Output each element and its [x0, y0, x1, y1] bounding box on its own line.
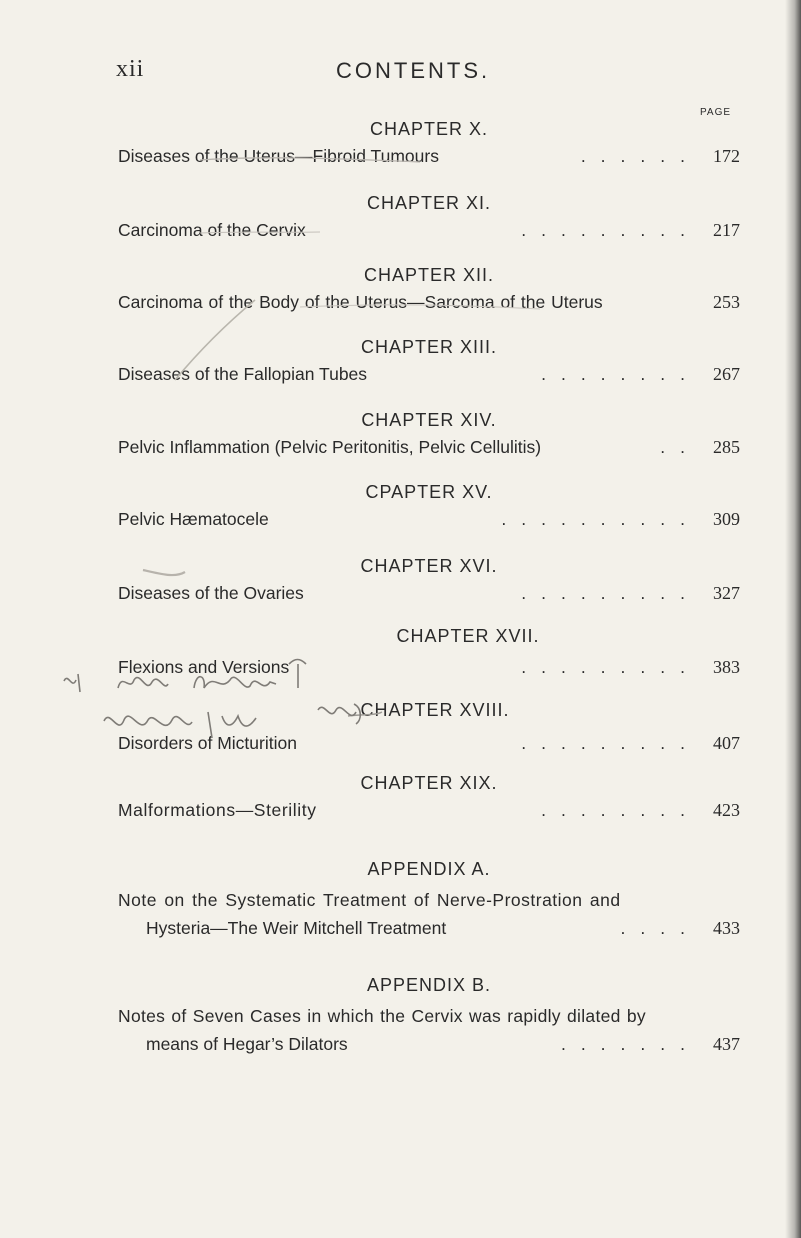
dot-leader: .. [660, 437, 700, 457]
chapter-heading: CHAPTER X. [369, 119, 489, 139]
entry-page: 267 [713, 364, 740, 384]
running-header [0, 50, 801, 90]
entry-title: Flexions and Versions [118, 657, 290, 677]
appendix-title-line: Note on the Systematic Treatment of Nerve-Prostration and [118, 890, 621, 910]
chapter-block [118, 190, 740, 244]
chapter-block [118, 262, 740, 316]
toc-entry[interactable] [118, 914, 740, 942]
header-title: CONTENTS. [336, 58, 491, 83]
entry-title: Pelvic Hæmatocele [118, 509, 269, 529]
header-page-number: xii [116, 56, 145, 82]
entry-page: 433 [713, 918, 740, 938]
toc-entry[interactable] [118, 729, 740, 757]
entry-title: Hysteria—The Weir Mitchell Treatment [146, 918, 447, 938]
toc-entry[interactable] [118, 579, 740, 607]
dot-leader: .... [620, 918, 700, 938]
page-column-label: PAGE [700, 107, 732, 118]
chapter-block [118, 553, 740, 607]
entry-title: Carcinoma of the Body of the Uterus—Sarcoma of the Uterus [118, 292, 603, 312]
chapter-heading: CHAPTER XI. [366, 193, 492, 213]
chapter-heading: CHAPTER XIV. [361, 410, 497, 430]
dot-leader: ......... [521, 583, 700, 603]
chapter-block [118, 770, 740, 824]
entry-title: Diseases of the Uterus—Fibroid Tumours [118, 146, 439, 166]
entry-title: means of Hegar’s Dilators [146, 1034, 348, 1054]
dot-leader: ......... [521, 657, 700, 677]
toc-entry[interactable] [118, 653, 740, 681]
chapter-block [118, 407, 740, 461]
entry-page: 327 [713, 583, 740, 603]
chapter-block [118, 697, 740, 757]
toc-entry[interactable] [118, 1030, 740, 1058]
toc-entry[interactable] [118, 142, 740, 170]
appendix-heading: APPENDIX A. [367, 859, 491, 879]
entry-page: 383 [713, 657, 740, 677]
entry-title: Pelvic Inflammation (Pelvic Peritonitis, Pelvic Cellulitis) [118, 437, 542, 457]
chapter-heading: CHAPTER XII. [363, 265, 495, 285]
chapter-block [118, 479, 740, 533]
chapter-heading: CHAPTER XIX. [360, 773, 498, 793]
dot-leader: .......... [501, 509, 700, 529]
chapter-heading: CHAPTER XVII. [396, 626, 540, 646]
appendix-title-line: Notes of Seven Cases in which the Cervix was rapidly dilated by [118, 1006, 646, 1026]
chapter-heading: CHAPTER XVI. [360, 556, 498, 576]
entry-page: 423 [713, 800, 740, 820]
entry-page: 407 [713, 733, 740, 753]
toc-entry[interactable] [118, 216, 740, 244]
dot-leader: ....... [560, 1034, 700, 1054]
chapter-heading: CHAPTER XVIII. [360, 700, 510, 720]
toc-entry[interactable] [118, 360, 740, 388]
entry-page: 285 [713, 437, 740, 457]
dot-leader: ........ [541, 364, 700, 384]
entry-page: 253 [713, 292, 740, 312]
chapter-block [118, 334, 740, 388]
dot-leader: ......... [521, 220, 700, 240]
entry-title: Diseases of the Fallopian Tubes [118, 364, 368, 384]
toc-entry[interactable] [118, 433, 740, 461]
chapter-heading: CPAPTER XV. [365, 482, 493, 502]
toc-entry[interactable] [118, 796, 740, 824]
dot-leader: ........ [541, 800, 700, 820]
entry-page: 437 [713, 1034, 740, 1054]
entry-title: Malformations—Sterility [118, 800, 317, 820]
entry-title: Carcinoma of the Cervix [118, 220, 306, 240]
page-edge-shadow [785, 0, 801, 1238]
entry-page: 309 [713, 509, 740, 529]
entry-page: 172 [713, 146, 740, 166]
dot-leader: ...... [580, 146, 700, 166]
chapter-block [118, 623, 740, 681]
entry-title: Disorders of Micturition [118, 733, 297, 753]
appendix-heading: APPENDIX B. [366, 975, 492, 995]
entry-title: Diseases of the Ovaries [118, 583, 304, 603]
chapter-heading: CHAPTER XIII. [360, 337, 498, 357]
toc-entry[interactable] [118, 288, 740, 316]
appendix-block [118, 856, 740, 942]
appendix-block [118, 972, 740, 1058]
chapter-block [118, 116, 740, 170]
dot-leader: ......... [521, 733, 700, 753]
toc-entry[interactable] [118, 505, 740, 533]
entry-page: 217 [713, 220, 740, 240]
